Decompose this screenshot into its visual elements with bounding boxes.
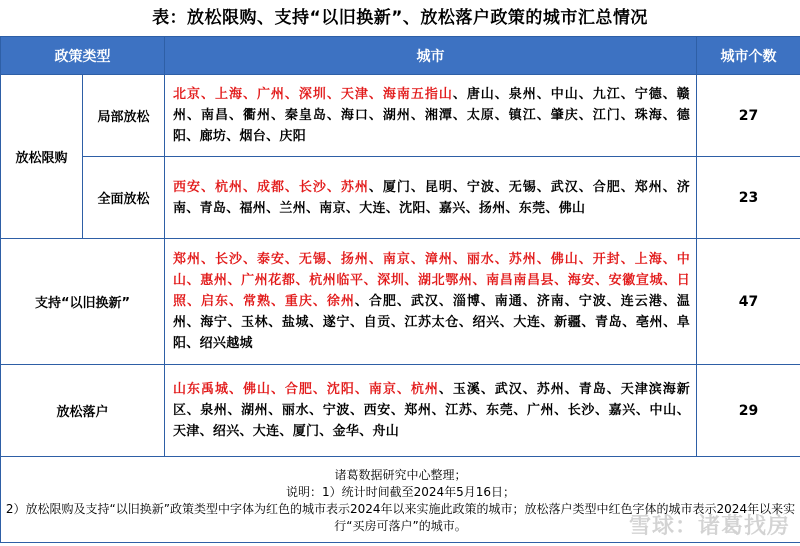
header-count: 城市个数 (697, 37, 800, 75)
table-row-partial (1, 75, 800, 157)
category-trade-in: 支持“以旧换新” (1, 239, 165, 365)
subcategory-full: 全面放松 (83, 157, 165, 239)
category-hukou: 放松落户 (1, 365, 165, 457)
header-policy-type: 政策类型 (1, 37, 165, 75)
cities-full (165, 157, 697, 239)
category-relax-purchase: 放松限购 (1, 75, 83, 239)
subcategory-partial: 局部放松 (83, 75, 165, 157)
other-cities: 、合肥、武汉、淄博、南通、济南、宁波、连云港、温州、海宁、玉林、盐城、遂宁、自贡、江苏太仓、绍兴、大连、新疆、青岛、亳州、阜阳、绍兴越城 (173, 294, 690, 351)
cities-hukou (165, 365, 697, 457)
highlight-cities: 西安、杭州、成都、长沙、苏州 (173, 179, 369, 195)
table-row-trade-in (1, 239, 800, 365)
count-partial: 27 (697, 75, 800, 157)
highlight-cities: 北京、上海、广州、深圳、天津、海南五指山 (173, 87, 453, 102)
cities-partial (165, 75, 697, 157)
header-cities: 城市 (165, 37, 697, 75)
policy-table (0, 36, 800, 543)
footer-source: 诸葛数据研究中心整理； (334, 468, 467, 482)
footer-note-2: 2）放松限购及支持“以旧换新”政策类型中字体为红色的城市表示2024年以来实施此政策的城市；放松落户类型中红色字体的城市表示2024年以来实行“买房可落户”的城市。 (5, 502, 796, 533)
watermark: 雪球：诸葛找房 (628, 514, 790, 539)
table-row-full (1, 157, 800, 239)
table-header-row (1, 37, 800, 75)
table-row-hukou (1, 365, 800, 457)
other-cities: 、厦门、昆明、宁波、无锡、武汉、合肥、郑州、济南、青岛、福州、兰州、南京、大连、沈阳、嘉兴、扬州、东莞、佛山 (173, 179, 691, 216)
highlight-cities: 山东禹城、佛山、合肥、沈阳、南京、杭州 (173, 382, 439, 397)
page-title: 表：放松限购、支持“以旧换新”、放松落户政策的城市汇总情况 (152, 8, 648, 28)
count-full: 23 (697, 157, 800, 239)
count-trade-in: 47 (697, 239, 800, 365)
cities-trade-in (165, 239, 697, 365)
footer-note-1: 说明：1）统计时间截至2024年5月16日； (285, 485, 516, 499)
other-cities: 、玉溪、武汉、苏州、青岛、天津滨海新区、泉州、湖州、丽水、宁波、西安、郑州、江苏、东莞、广州、长沙、嘉兴、中山、天津、绍兴、大连、厦门、金华、舟山 (173, 382, 690, 439)
count-hukou: 29 (697, 365, 800, 457)
highlight-cities: 郑州、长沙、泰安、无锡、扬州、南京、漳州、丽水、苏州、佛山、开封、上海、中山、惠州、广州花都、杭州临平、深圳、湖北鄂州、南昌南昌县、海安、安徽宣城、日照、启东、常熟、重庆、徐州 (173, 252, 690, 309)
other-cities: 、唐山、泉州、中山、九江、宁德、赣州、南昌、衢州、秦皇岛、海口、湖州、湘潭、太原、镇江、肇庆、江门、珠海、德阳、廊坊、烟台、庆阳 (173, 87, 690, 144)
